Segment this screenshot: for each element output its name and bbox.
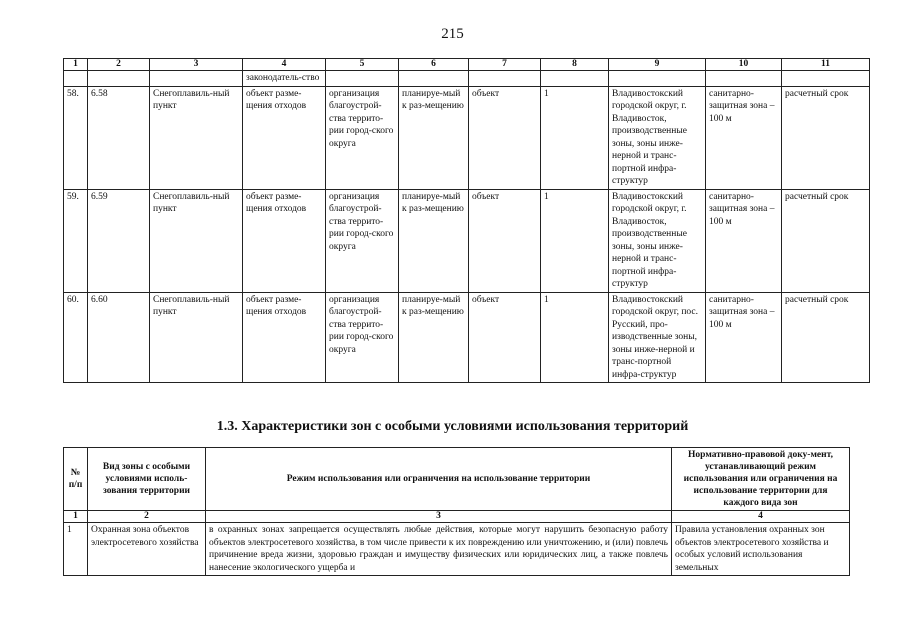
object-count: 1: [541, 292, 609, 383]
col-number: 8: [541, 59, 609, 71]
object-unit: объект: [469, 86, 541, 189]
header-cell: № п/п: [64, 448, 88, 511]
object-location: Владивостокский городской округ, г. Владивосток, производственные зоны, зоны инже-нерной и транс-портной инфра-структур: [609, 189, 706, 292]
column-number-row: [64, 59, 870, 71]
col-number: 1: [64, 511, 88, 523]
object-code: 6.58: [88, 86, 150, 189]
col-number: 5: [326, 59, 399, 71]
col-number: 3: [206, 511, 672, 523]
header-cell: Нормативно-правовой доку-мент, устанавливающий режим использования или ограничения на использование территории для каждого вида зон: [672, 448, 850, 511]
table-cell: [541, 71, 609, 87]
zones-table: [63, 447, 850, 576]
table-cell: [64, 71, 88, 87]
object-purpose: объект разме-щения отходов: [243, 86, 326, 189]
object-unit: объект: [469, 292, 541, 383]
table-cell: [706, 71, 782, 87]
object-code: 6.59: [88, 189, 150, 292]
table-row: [64, 523, 850, 576]
row-number: 58.: [64, 86, 88, 189]
object-status: планируе-мый к раз-мещению: [399, 292, 469, 383]
object-code: 6.60: [88, 292, 150, 383]
object-status: планируе-мый к раз-мещению: [399, 189, 469, 292]
object-location: Владивостокский городской округ, пос. Русский, про-изводственные зоны, зоны инже-нерной и транс-портной инфра-структур: [609, 292, 706, 383]
col-number: 4: [243, 59, 326, 71]
object-count: 1: [541, 86, 609, 189]
object-status: планируе-мый к раз-мещению: [399, 86, 469, 189]
col-number: 2: [88, 511, 206, 523]
table-cell: законодатель-ство: [243, 71, 326, 87]
table-cell: [469, 71, 541, 87]
col-number: 3: [150, 59, 243, 71]
zone-type: Охранная зона объектов электросетевого хозяйства: [88, 523, 206, 576]
object-name: Снегоплавиль-ный пункт: [150, 86, 243, 189]
col-number: 1: [64, 59, 88, 71]
col-number: 11: [782, 59, 870, 71]
object-purpose: объект разме-щения отходов: [243, 292, 326, 383]
table-cell: [150, 71, 243, 87]
col-number: 9: [609, 59, 706, 71]
table-row: [64, 189, 870, 292]
col-number: 7: [469, 59, 541, 71]
row-number: 59.: [64, 189, 88, 292]
object-location: Владивостокский городской округ, г. Владивосток, производственные зоны, зоны инже-нерной и транс-портной инфра-структур: [609, 86, 706, 189]
object-category: организация благоустрой-ства террито-рии город-ского округа: [326, 189, 399, 292]
object-unit: объект: [469, 189, 541, 292]
col-number: 4: [672, 511, 850, 523]
table-row: [64, 292, 870, 383]
section-title: 1.3. Характеристики зон с особыми условиями использования территорий: [216, 419, 689, 434]
object-zone: санитарно-защитная зона – 100 м: [706, 86, 782, 189]
object-zone: санитарно-защитная зона – 100 м: [706, 292, 782, 383]
table-cell: [399, 71, 469, 87]
object-purpose: объект разме-щения отходов: [243, 189, 326, 292]
continuation-row: [64, 71, 870, 87]
object-category: организация благоустрой-ства террито-рии город-ского округа: [326, 86, 399, 189]
col-number: 6: [399, 59, 469, 71]
object-zone: санитарно-защитная зона – 100 м: [706, 189, 782, 292]
object-term: расчетный срок: [782, 292, 870, 383]
col-number: 10: [706, 59, 782, 71]
row-number: 1: [64, 523, 88, 576]
table-cell: [782, 71, 870, 87]
object-count: 1: [541, 189, 609, 292]
header-cell: Вид зоны с особыми условиями исполь-зования территории: [88, 448, 206, 511]
infrastructure-table: [63, 58, 870, 383]
row-number: 60.: [64, 292, 88, 383]
page-number: 215: [441, 26, 464, 42]
header-row: [64, 448, 850, 511]
object-term: расчетный срок: [782, 189, 870, 292]
zone-legal-document: Правила установления охранных зон объектов электросетевого хозяйства и особых условий использования земельных: [672, 523, 850, 576]
object-name: Снегоплавиль-ный пункт: [150, 189, 243, 292]
column-number-row: [64, 511, 850, 523]
col-number: 2: [88, 59, 150, 71]
table-row: [64, 86, 870, 189]
zone-regime: в охранных зонах запрещается осуществлять любые действия, которые могут нарушить безопасную работу объектов электросетевого хозяйства, в том числе привести к их повреждению или уничтожению, и (или) повлечь причинение вреда жизни, здоровью граждан и имуществу физических или юридических лиц, а также повлечь нанесение экологического ущерба и: [206, 523, 672, 576]
object-name: Снегоплавиль-ный пункт: [150, 292, 243, 383]
header-cell: Режим использования или ограничения на использование территории: [206, 448, 672, 511]
table-cell: [88, 71, 150, 87]
object-term: расчетный срок: [782, 86, 870, 189]
object-category: организация благоустрой-ства террито-рии город-ского округа: [326, 292, 399, 383]
table-cell: [609, 71, 706, 87]
table-cell: [326, 71, 399, 87]
